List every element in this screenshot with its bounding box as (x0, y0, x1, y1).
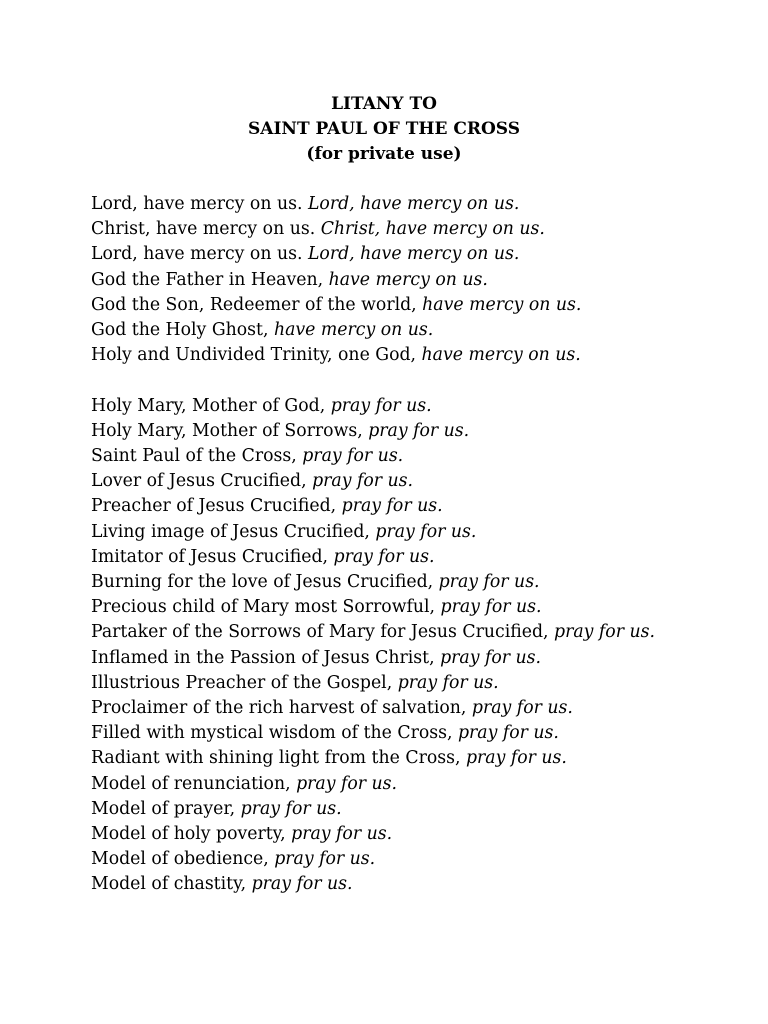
invocation-text: Proclaimer of the rich harvest of salvation, (91, 698, 472, 719)
litany-line (91, 469, 681, 494)
litany-line (91, 671, 681, 696)
response-text: have mercy on us. (421, 345, 581, 366)
invocation-text: Preacher of Jesus Crucified, (91, 496, 342, 517)
litany-line (91, 595, 681, 620)
invocation-text: Imitator of Jesus Crucified, (91, 546, 334, 567)
invocation-text: Lover of Jesus Crucified, (91, 471, 313, 492)
response-text: pray for us. (296, 773, 398, 794)
litany-stanza (91, 394, 681, 898)
response-text: pray for us. (440, 647, 542, 668)
litany-line (91, 268, 681, 293)
invocation-text: Model of prayer, (91, 798, 241, 819)
litany-line (91, 646, 681, 671)
litany-line (91, 394, 681, 419)
response-text: pray for us. (457, 723, 559, 744)
litany-line (91, 696, 681, 721)
title-block (0, 92, 768, 167)
invocation-text: Precious child of Mary most Sorrowful, (91, 597, 441, 618)
invocation-text: Burning for the love of Jesus Crucified, (91, 572, 439, 593)
invocation-text: Model of renunciation, (91, 773, 297, 794)
litany-line (91, 721, 681, 746)
invocation-text: Model of obedience, (91, 849, 275, 870)
litany-line (91, 746, 681, 771)
litany-line (91, 494, 681, 519)
response-text: pray for us. (291, 824, 393, 845)
invocation-text: Holy and Undivided Trinity, one God, (91, 345, 422, 366)
invocation-text: Lord, have mercy on us. (91, 244, 308, 265)
response-text: pray for us. (312, 471, 413, 492)
response-text: have mercy on us. (422, 294, 582, 315)
litany-line (91, 444, 681, 469)
response-text: pray for us. (330, 395, 432, 416)
invocation-text: Radiant with shining light from the Cross, (91, 748, 466, 769)
litany-line (91, 217, 681, 242)
response-text: pray for us. (368, 420, 470, 441)
litany-line (91, 847, 681, 872)
litany-line (91, 192, 681, 217)
page-subtitle: (for private use) (306, 144, 462, 164)
litany-line (91, 318, 681, 343)
litany-body (91, 192, 681, 898)
response-text: pray for us. (440, 597, 542, 618)
response-text: pray for us. (333, 546, 435, 567)
invocation-text: Christ, have mercy on us. (91, 219, 321, 240)
invocation-text: Lord, have mercy on us. (91, 194, 308, 214)
litany-line (91, 242, 681, 267)
invocation-text: Holy Mary, Mother of God, (91, 395, 331, 416)
response-text: pray for us. (465, 748, 567, 769)
invocation-text: Holy Mary, Mother of Sorrows, (91, 420, 369, 441)
litany-line (91, 822, 681, 847)
litany-line (91, 872, 681, 897)
response-text: pray for us. (471, 698, 573, 719)
litany-line (91, 620, 681, 645)
invocation-text: Living image of Jesus Crucified, (91, 521, 376, 542)
invocation-text: God the Son, Redeemer of the world, (91, 294, 423, 315)
response-text: Christ, have mercy on us. (320, 219, 545, 240)
response-text: pray for us. (240, 798, 342, 819)
invocation-text: Model of chastity, (91, 874, 252, 895)
invocation-text: Illustrious Preacher of the Gospel, (91, 672, 398, 693)
invocation-text: Saint Paul of the Cross, (91, 446, 303, 467)
litany-line (91, 343, 681, 368)
invocation-text: God the Father in Heaven, (91, 269, 329, 290)
invocation-text: God the Holy Ghost, (91, 320, 274, 341)
invocation-text: Model of holy poverty, (91, 824, 292, 845)
invocation-text: Filled with mystical wisdom of the Cross, (91, 723, 458, 744)
litany-line (91, 797, 681, 822)
litany-line (91, 570, 681, 595)
response-text: pray for us. (251, 874, 353, 895)
litany-line (91, 545, 681, 570)
litany-line (91, 293, 681, 318)
page-title-line-1: LITANY TO (331, 94, 437, 114)
litany-line (91, 419, 681, 444)
litany-line (91, 520, 681, 545)
invocation-text: Partaker of the Sorrows of Mary for Jesus Crucified, (91, 622, 555, 643)
response-text: pray for us. (302, 446, 404, 467)
response-text: pray for us. (341, 496, 443, 517)
litany-line (91, 772, 681, 797)
litany-stanza (91, 192, 681, 368)
response-text: have mercy on us. (273, 320, 434, 341)
response-text: pray for us. (397, 672, 499, 693)
response-text: pray for us. (554, 622, 655, 643)
response-text: Lord, have mercy on us. (307, 244, 520, 265)
response-text: Lord, have mercy on us. (307, 194, 520, 214)
response-text: have mercy on us. (328, 269, 488, 290)
page-title-line-2: SAINT PAUL OF THE CROSS (248, 119, 520, 139)
response-text: pray for us. (438, 572, 540, 593)
response-text: pray for us. (375, 521, 477, 542)
response-text: pray for us. (274, 849, 376, 870)
invocation-text: Inflamed in the Passion of Jesus Christ, (91, 647, 441, 668)
